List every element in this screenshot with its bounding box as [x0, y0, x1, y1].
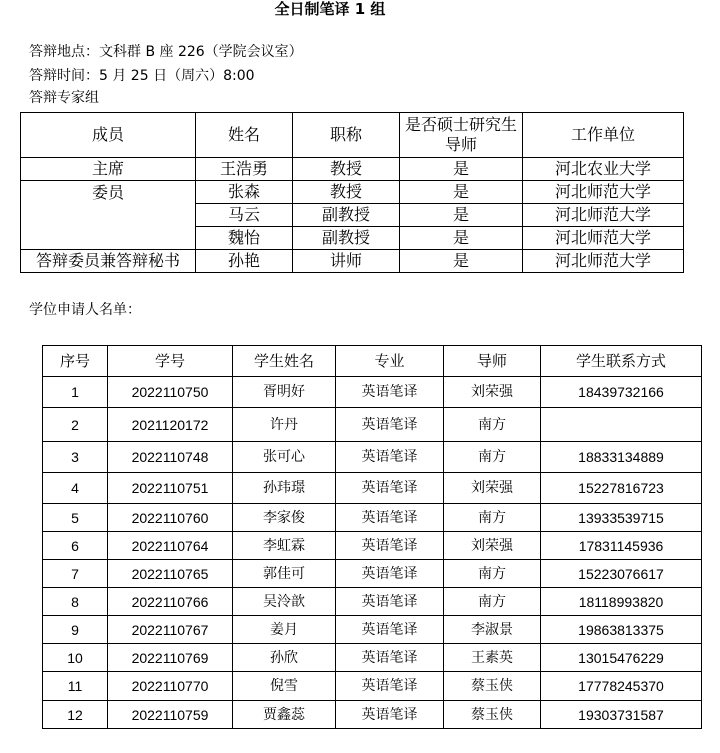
major-cell: 英语笔译	[336, 560, 444, 588]
student-id-cell: 2022110751	[108, 473, 233, 504]
advisor-cell: 刘荣强	[444, 377, 541, 408]
header-cell: 专业	[336, 346, 444, 377]
student-name-cell: 孙玮璟	[233, 473, 336, 504]
applicants-header-row	[43, 346, 702, 377]
contact-cell: 15223076617	[541, 560, 702, 588]
expert-supervisor: 是	[400, 227, 523, 250]
student-name-cell: 倪雪	[233, 672, 336, 701]
table-row	[43, 672, 702, 701]
header-cell: 序号	[43, 346, 108, 377]
table-row	[43, 616, 702, 644]
defense-location: 答辩地点：文科群 B 座 226（学院会议室）	[29, 44, 303, 60]
contact-cell: 17778245370	[541, 672, 702, 701]
header-cell: 导师	[444, 346, 541, 377]
seq-cell: 10	[43, 644, 108, 672]
seq-cell: 4	[43, 473, 108, 504]
student-id-cell: 2022110760	[108, 504, 233, 532]
major-cell: 英语笔译	[336, 616, 444, 644]
header-cell: 职称	[293, 113, 400, 158]
header-cell: 姓名	[196, 113, 293, 158]
expert-row	[21, 158, 684, 181]
seq-cell: 8	[43, 588, 108, 616]
advisor-cell: 南方	[444, 442, 541, 473]
header-cell: 学号	[108, 346, 233, 377]
experts-table	[20, 112, 684, 273]
advisor-cell: 蔡玉侠	[444, 701, 541, 729]
table-row	[43, 588, 702, 616]
contact-cell: 19863813375	[541, 616, 702, 644]
table-row	[43, 560, 702, 588]
major-cell: 英语笔译	[336, 473, 444, 504]
table-row	[43, 473, 702, 504]
student-name-cell: 贾鑫蕊	[233, 701, 336, 729]
applicants-table	[42, 345, 702, 729]
student-id-cell: 2022110769	[108, 644, 233, 672]
header-cell: 学生姓名	[233, 346, 336, 377]
expert-supervisor: 是	[400, 250, 523, 273]
expert-supervisor: 是	[400, 204, 523, 227]
advisor-cell: 王素英	[444, 644, 541, 672]
header-cell: 工作单位	[523, 113, 684, 158]
student-id-cell: 2021120172	[108, 408, 233, 442]
expert-name: 张森	[196, 181, 293, 204]
expert-title: 副教授	[293, 204, 400, 227]
defense-time: 答辩时间：5 月 25 日（周六）8:00	[29, 68, 255, 84]
header-cell: 成员	[21, 113, 196, 158]
table-row	[43, 442, 702, 473]
major-cell: 英语笔译	[336, 672, 444, 701]
expert-title: 教授	[293, 158, 400, 181]
student-name-cell: 吴泠歆	[233, 588, 336, 616]
advisor-cell: 刘荣强	[444, 473, 541, 504]
major-cell: 英语笔译	[336, 504, 444, 532]
seq-cell: 3	[43, 442, 108, 473]
advisor-cell: 南方	[444, 560, 541, 588]
seq-cell: 12	[43, 701, 108, 729]
expert-unit: 河北师范大学	[523, 204, 684, 227]
expert-row	[21, 250, 684, 273]
advisor-cell: 南方	[444, 408, 541, 442]
role-cell: 委员	[21, 181, 196, 250]
seq-cell: 9	[43, 616, 108, 644]
student-name-cell: 郭佳可	[233, 560, 336, 588]
expert-name: 孙艳	[196, 250, 293, 273]
header-cell: 学生联系方式	[541, 346, 702, 377]
student-id-cell: 2022110750	[108, 377, 233, 408]
student-id-cell: 2022110759	[108, 701, 233, 729]
student-name-cell: 许丹	[233, 408, 336, 442]
major-cell: 英语笔译	[336, 644, 444, 672]
advisor-cell: 刘荣强	[444, 532, 541, 560]
expert-name: 魏怡	[196, 227, 293, 250]
seq-cell: 11	[43, 672, 108, 701]
contact-cell: 17831145936	[541, 532, 702, 560]
major-cell: 英语笔译	[336, 701, 444, 729]
expert-unit: 河北师范大学	[523, 181, 684, 204]
table-row	[43, 644, 702, 672]
contact-cell: 15227816723	[541, 473, 702, 504]
table-row	[43, 701, 702, 729]
experts-header-row	[21, 113, 684, 158]
experts-heading: 答辩专家组	[29, 90, 99, 106]
seq-cell: 1	[43, 377, 108, 408]
major-cell: 英语笔译	[336, 442, 444, 473]
contact-cell: 18118993820	[541, 588, 702, 616]
major-cell: 英语笔译	[336, 377, 444, 408]
table-row	[43, 532, 702, 560]
student-name-cell: 李家俊	[233, 504, 336, 532]
student-name-cell: 孙欣	[233, 644, 336, 672]
student-id-cell: 2022110764	[108, 532, 233, 560]
student-id-cell: 2022110770	[108, 672, 233, 701]
student-name-cell: 张可心	[233, 442, 336, 473]
student-name-cell: 李虹霖	[233, 532, 336, 560]
expert-unit: 河北师范大学	[523, 250, 684, 273]
header-cell: 是否硕士研究生导师	[400, 113, 523, 158]
contact-cell: 19303731587	[541, 701, 702, 729]
expert-supervisor: 是	[400, 181, 523, 204]
table-row	[43, 377, 702, 408]
contact-cell: 13015476229	[541, 644, 702, 672]
seq-cell: 5	[43, 504, 108, 532]
student-name-cell: 胥明好	[233, 377, 336, 408]
student-id-cell: 2022110748	[108, 442, 233, 473]
expert-supervisor: 是	[400, 158, 523, 181]
advisor-cell: 李淑景	[444, 616, 541, 644]
expert-title: 教授	[293, 181, 400, 204]
role-cell: 答辩委员兼答辩秘书	[21, 250, 196, 273]
student-id-cell: 2022110767	[108, 616, 233, 644]
major-cell: 英语笔译	[336, 588, 444, 616]
expert-row	[21, 181, 684, 204]
contact-cell	[541, 408, 702, 442]
expert-title: 副教授	[293, 227, 400, 250]
advisor-cell: 南方	[444, 504, 541, 532]
expert-unit: 河北师范大学	[523, 227, 684, 250]
contact-cell: 18439732166	[541, 377, 702, 408]
seq-cell: 7	[43, 560, 108, 588]
page-title: 全日制笔译 1 组	[274, 0, 386, 18]
expert-title: 讲师	[293, 250, 400, 273]
seq-cell: 6	[43, 532, 108, 560]
student-id-cell: 2022110766	[108, 588, 233, 616]
expert-unit: 河北农业大学	[523, 158, 684, 181]
seq-cell: 2	[43, 408, 108, 442]
advisor-cell: 南方	[444, 588, 541, 616]
advisor-cell: 蔡玉侠	[444, 672, 541, 701]
applicants-heading: 学位申请人名单：	[29, 302, 141, 318]
table-row	[43, 408, 702, 442]
expert-name: 马云	[196, 204, 293, 227]
contact-cell: 13933539715	[541, 504, 702, 532]
expert-name: 王浩勇	[196, 158, 293, 181]
table-row	[43, 504, 702, 532]
student-name-cell: 姜月	[233, 616, 336, 644]
major-cell: 英语笔译	[336, 532, 444, 560]
contact-cell: 18833134889	[541, 442, 702, 473]
student-id-cell: 2022110765	[108, 560, 233, 588]
major-cell: 英语笔译	[336, 408, 444, 442]
role-cell: 主席	[21, 158, 196, 181]
